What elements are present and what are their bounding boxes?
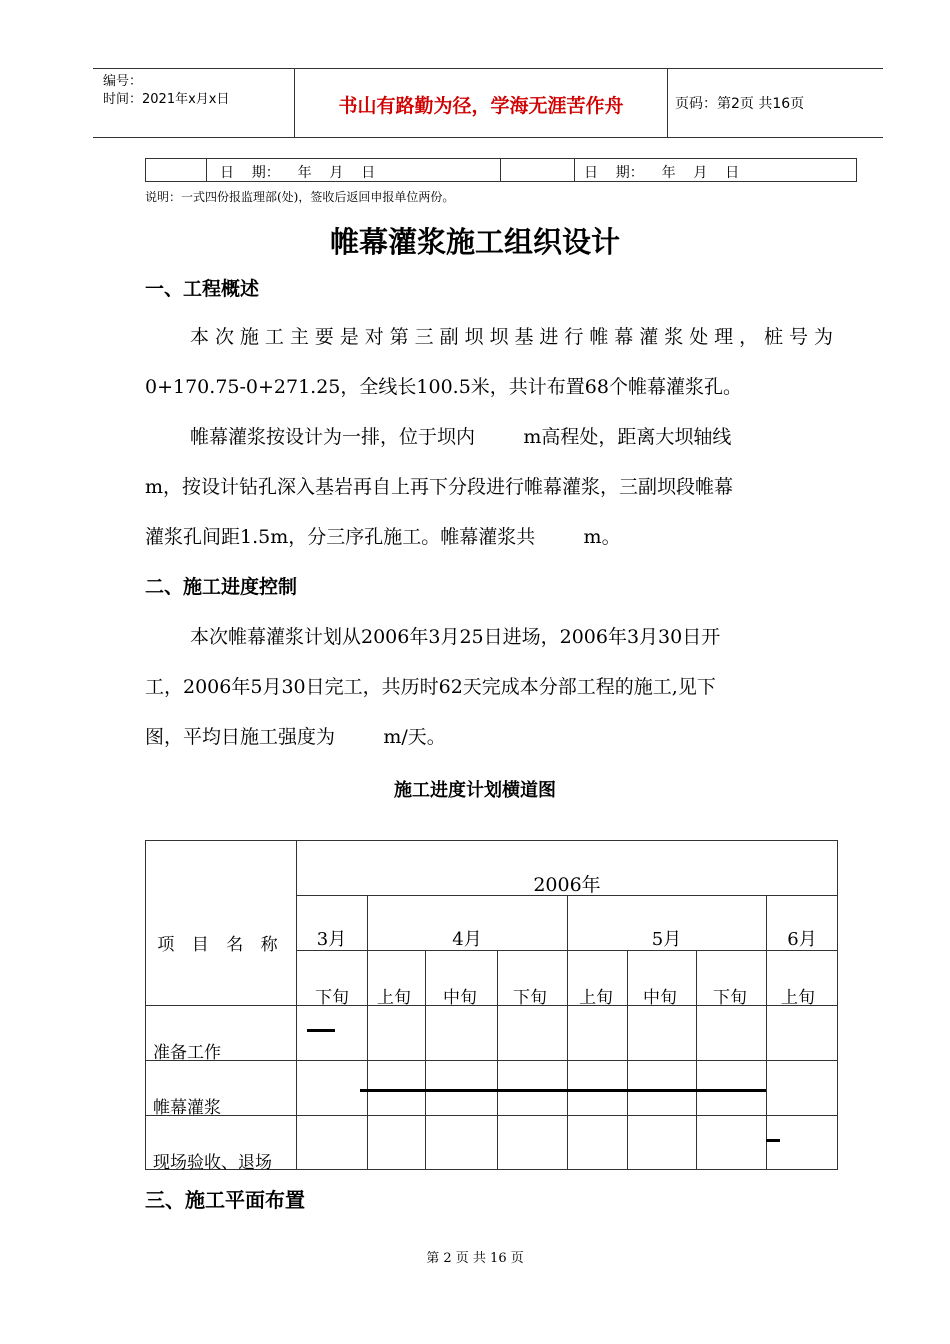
grid-line (145, 1060, 838, 1061)
date-right: 日 期： 年 月 日 (584, 165, 740, 181)
section-heading: 二、施工进度控制 (145, 576, 298, 598)
page-header (93, 68, 883, 138)
section-heading: 三、施工平面布置 (145, 1188, 305, 1212)
date-cell (146, 159, 207, 181)
period-label: 中旬 (443, 988, 477, 1008)
time-label: 时间：2021年x月x日 (103, 92, 230, 107)
date-row-table (145, 158, 857, 182)
task-name: 现场验收、退场 (153, 1153, 272, 1173)
gantt-bar (360, 1089, 766, 1092)
month-label: 5月 (651, 929, 682, 950)
paragraph-line: 工，2006年5月30日完工，共历时62天完成本分部工程的施工,见下 (145, 676, 716, 698)
date-cell (500, 159, 575, 181)
gantt-chart (145, 840, 838, 1173)
gantt-bar (307, 1029, 335, 1032)
document-title: 帷幕灌浆施工组织设计 (329, 225, 620, 259)
paragraph-line: 0+170.75-0+271.25，全线长100.5米，共计布置68个帷幕灌浆孔。 (145, 376, 742, 398)
header-divider (667, 69, 668, 137)
grid-line (145, 1115, 838, 1116)
grid-line (627, 950, 628, 1170)
gantt-title: 施工进度计划横道图 (394, 780, 556, 801)
header-left (103, 73, 229, 109)
month-label: 4月 (452, 929, 482, 950)
note: 说明：一式四份报监理部(处)，签收后返回申报单位两份。 (145, 190, 455, 204)
grid-line (497, 950, 498, 1170)
item-header: 项 目 名 称 (157, 935, 284, 955)
paragraph-line: 本次施工主要是对第三副坝坝基进行帷幕灌浆处理，桩号为 (190, 326, 833, 348)
period-label: 中旬 (643, 988, 677, 1008)
task-name: 准备工作 (153, 1043, 221, 1063)
page-info: 页码：第2页 共16页 (675, 96, 805, 112)
task-name: 帷幕灌浆 (153, 1098, 221, 1118)
section-heading: 一、工程概述 (145, 278, 260, 300)
grid-line (696, 950, 697, 1170)
year-label: 2006年 (533, 874, 601, 896)
month-label: 6月 (787, 929, 817, 950)
page-footer: 第 2 页 共 16 页 (426, 1251, 524, 1266)
paragraph-line: 帷幕灌浆按设计为一排，位于坝内 m高程处，距离大坝轴线 (190, 426, 732, 448)
paragraph-line: m，按设计钻孔深入基岩再自上再下分段进行帷幕灌浆，三副坝段帷幕 (145, 476, 734, 498)
period-label: 上旬 (377, 988, 411, 1008)
paragraph-line: 本次帷幕灌浆计划从2006年3月25日进场，2006年3月30日开 (190, 626, 721, 648)
period-label: 上旬 (781, 988, 815, 1008)
gantt-bar (766, 1139, 780, 1142)
grid-line (425, 950, 426, 1170)
period-label: 下旬 (315, 988, 349, 1008)
period-label: 下旬 (513, 988, 547, 1008)
period-label: 下旬 (713, 988, 747, 1008)
motto: 书山有路勤为径，学海无涯苦作舟 (338, 95, 624, 117)
paragraph-line: 图，平均日施工强度为 m/天。 (145, 726, 446, 748)
grid-line (145, 840, 838, 841)
period-label: 上旬 (579, 988, 613, 1008)
paragraph-line: 灌浆孔间距1.5m，分三序孔施工。帷幕灌浆共 m。 (145, 526, 621, 548)
date-left: 日 期： 年 月 日 (220, 165, 376, 181)
month-label: 3月 (316, 929, 347, 950)
serial-label: 编号： (103, 74, 143, 89)
